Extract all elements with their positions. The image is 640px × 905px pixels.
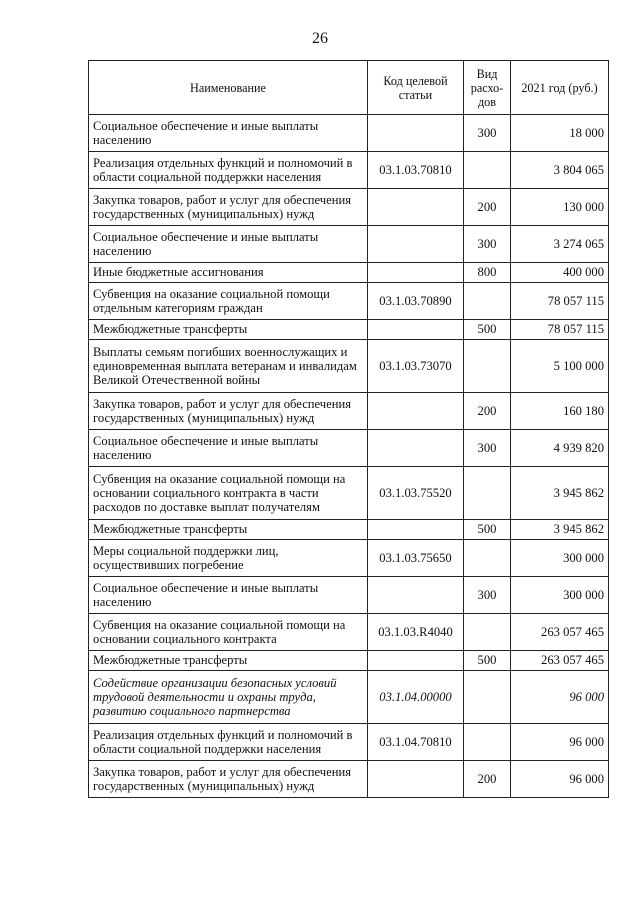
row-code: 03.1.03.75650	[368, 540, 464, 577]
table-row	[89, 283, 609, 320]
row-amount: 400 000	[511, 263, 609, 283]
row-name: Социальное обеспечение и иные выплаты населению	[89, 430, 368, 467]
row-type: 500	[464, 651, 511, 671]
row-name: Иные бюджетные ассигнования	[89, 263, 368, 283]
row-code	[368, 520, 464, 540]
row-amount: 78 057 115	[511, 283, 609, 320]
row-name: Межбюджетные трансферты	[89, 320, 368, 340]
row-code	[368, 761, 464, 798]
row-code	[368, 263, 464, 283]
row-name: Меры социальной поддержки лиц, осуществивших погребение	[89, 540, 368, 577]
row-type: 300	[464, 226, 511, 263]
header-code: Код целевой статьи	[368, 61, 464, 115]
row-amount: 78 057 115	[511, 320, 609, 340]
row-name: Закупка товаров, работ и услуг для обеспечения государственных (муниципальных) нужд	[89, 761, 368, 798]
table-row	[89, 724, 609, 761]
table-row	[89, 467, 609, 520]
row-code	[368, 577, 464, 614]
row-name: Реализация отдельных функций и полномочий в области социальной поддержки населения	[89, 724, 368, 761]
row-type: 800	[464, 263, 511, 283]
row-code	[368, 189, 464, 226]
row-type	[464, 614, 511, 651]
table-row	[89, 189, 609, 226]
table-row	[89, 761, 609, 798]
row-amount: 3 945 862	[511, 520, 609, 540]
row-type: 200	[464, 393, 511, 430]
table-row	[89, 671, 609, 724]
row-name: Социальное обеспечение и иные выплаты населению	[89, 577, 368, 614]
row-type: 200	[464, 189, 511, 226]
row-amount: 263 057 465	[511, 614, 609, 651]
row-amount: 160 180	[511, 393, 609, 430]
row-type	[464, 540, 511, 577]
row-code: 03.1.03.R4040	[368, 614, 464, 651]
row-name: Субвенция на оказание социальной помощи на основании социального контракта	[89, 614, 368, 651]
row-code: 03.1.03.73070	[368, 340, 464, 393]
table-row	[89, 340, 609, 393]
row-name: Межбюджетные трансферты	[89, 520, 368, 540]
row-name: Субвенция на оказание социальной помощи на основании социального контракта в части расходов по доставке выплат получателям	[89, 467, 368, 520]
row-type	[464, 467, 511, 520]
row-type: 500	[464, 320, 511, 340]
table-row	[89, 651, 609, 671]
row-amount: 3 274 065	[511, 226, 609, 263]
row-code	[368, 393, 464, 430]
row-code: 03.1.03.75520	[368, 467, 464, 520]
row-amount: 5 100 000	[511, 340, 609, 393]
row-name: Социальное обеспечение и иные выплаты населению	[89, 226, 368, 263]
table-row	[89, 263, 609, 283]
row-name: Содействие организации безопасных условий трудовой деятельности и охраны труда, развитию социального партнерства	[89, 671, 368, 724]
row-amount: 3 945 862	[511, 467, 609, 520]
row-type: 500	[464, 520, 511, 540]
row-amount: 18 000	[511, 115, 609, 152]
table-row	[89, 320, 609, 340]
row-code	[368, 651, 464, 671]
table-row	[89, 430, 609, 467]
row-amount: 300 000	[511, 577, 609, 614]
table-body	[89, 115, 609, 798]
row-name: Закупка товаров, работ и услуг для обеспечения государственных (муниципальных) нужд	[89, 393, 368, 430]
row-type: 200	[464, 761, 511, 798]
header-amount: 2021 год (руб.)	[511, 61, 609, 115]
table-row	[89, 115, 609, 152]
row-name: Субвенция на оказание социальной помощи отдельным категориям граждан	[89, 283, 368, 320]
budget-table	[88, 60, 609, 798]
table-row	[89, 393, 609, 430]
row-type	[464, 152, 511, 189]
row-type	[464, 340, 511, 393]
row-amount: 4 939 820	[511, 430, 609, 467]
row-code: 03.1.03.70890	[368, 283, 464, 320]
table-row	[89, 520, 609, 540]
table-row	[89, 226, 609, 263]
table-row	[89, 614, 609, 651]
row-name: Закупка товаров, работ и услуг для обеспечения государственных (муниципальных) нужд	[89, 189, 368, 226]
page-number: 26	[312, 30, 328, 47]
row-type	[464, 724, 511, 761]
header-type: Вид расхо-дов	[464, 61, 511, 115]
row-amount: 96 000	[511, 671, 609, 724]
row-code	[368, 430, 464, 467]
row-code	[368, 226, 464, 263]
row-code	[368, 115, 464, 152]
row-name: Реализация отдельных функций и полномочий в области социальной поддержки населения	[89, 152, 368, 189]
row-type: 300	[464, 430, 511, 467]
row-name: Межбюджетные трансферты	[89, 651, 368, 671]
row-code: 03.1.04.00000	[368, 671, 464, 724]
row-code: 03.1.03.70810	[368, 152, 464, 189]
row-code	[368, 320, 464, 340]
row-amount: 130 000	[511, 189, 609, 226]
row-type	[464, 671, 511, 724]
row-name: Социальное обеспечение и иные выплаты населению	[89, 115, 368, 152]
row-amount: 96 000	[511, 724, 609, 761]
table-row	[89, 540, 609, 577]
row-amount: 96 000	[511, 761, 609, 798]
row-amount: 263 057 465	[511, 651, 609, 671]
row-name: Выплаты семьям погибших военнослужащих и единовременная выплата ветеранам и инвалидам Великой Отечественной войны	[89, 340, 368, 393]
row-type: 300	[464, 115, 511, 152]
table-row	[89, 152, 609, 189]
row-amount: 3 804 065	[511, 152, 609, 189]
row-type: 300	[464, 577, 511, 614]
row-type	[464, 283, 511, 320]
table-row	[89, 577, 609, 614]
header-name: Наименование	[89, 61, 368, 115]
row-code: 03.1.04.70810	[368, 724, 464, 761]
row-amount: 300 000	[511, 540, 609, 577]
